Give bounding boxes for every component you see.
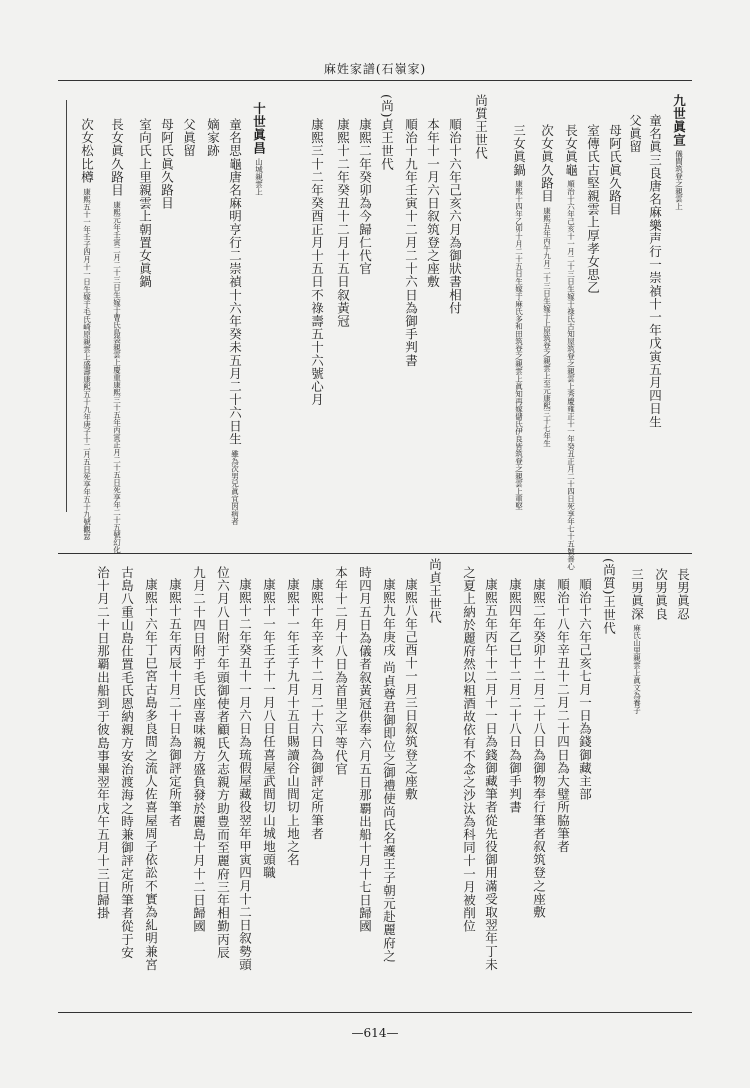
- text-column: 母阿氏眞久路目: [159, 118, 175, 210]
- text-column: 九月二十四日附于毛氏座喜味親方盛負發於麗島十月十二日歸國: [191, 566, 207, 933]
- generation-heading: 十世眞昌山城親雲上: [251, 102, 267, 196]
- text-column: 康熙十年辛亥十二月二十六日為御評定所筆者: [309, 578, 325, 840]
- text-column: 康熙十六年丁巳宮古島多良間之流人佐喜屋周子依訟不實為糺明兼宮: [143, 578, 159, 971]
- text-column: 次女松比樽康熙五十一年壬子四月十一日生嫁于毛氏崎原親雲上盛壽康熙五十九年庚子十二月五日死享年五十九號觀窓: [79, 118, 95, 540]
- page-number: —614—: [351, 1026, 399, 1040]
- text-column: 三男眞深麻氏山里親雲上眞文為養子: [629, 568, 645, 715]
- text-column: 康熙十二年癸丑十一月六日為琉假屋藏役翌年甲寅四月十二日叙勢頭: [237, 578, 253, 971]
- text-column: 康熙三十二年癸酉正月十五日不祿壽五十六號心月: [309, 118, 325, 407]
- text-column: 康熙二年癸卯十二月二十八日為御物奉行筆者叙筑登之座敷: [531, 578, 547, 919]
- text-column: 康熙二年癸卯為今歸仁代官: [357, 118, 373, 276]
- section-heading: (尚)貞王世代: [379, 94, 395, 171]
- text-column: 治十月二十日那覇出船到于彼島事畢翌年戊午五月十三日歸掛: [95, 566, 111, 920]
- section-heading: 尚貞王世代: [427, 558, 443, 624]
- text-column: 三女眞鍋康熙十四年乙卯十月二十五日生嫁于麻氏多和田筑登之親雲上眞知再嫁儲氏伊良皆筑登之親雲上重堅: [511, 124, 527, 511]
- text-column: 父眞留: [181, 118, 197, 158]
- text-column: 本年十二月十八日為首里之平等代官: [333, 566, 349, 776]
- text-column: 次女眞久路目康熙五年丙午九月二十三日生嫁于上原筑登之親雲上至元康熙三十七年生: [539, 124, 555, 447]
- text-column: 次男眞良: [653, 568, 669, 621]
- section-heading: (尚質)王世代: [601, 558, 617, 635]
- text-column: 康熙十一年壬子十一月八日任喜屋武間切山城地頭職: [261, 578, 277, 880]
- text-column: 康熙十二年癸丑十二月十五日叙黃冠: [335, 118, 351, 328]
- section-heading: 尚質王世代: [473, 94, 489, 160]
- text-column: 時四月五日為儀者叙黃冠供奉六月五日那覇出船十月十七日歸國: [357, 566, 373, 933]
- section-bracket-line: [66, 100, 67, 512]
- text-column: 長男眞忍: [675, 568, 691, 621]
- text-column: 順治十九年壬寅十二月二十六日為御手判書: [403, 118, 419, 367]
- text-column: 長女眞久路目康熙元年壬寅二月二十三日生嫁于曹氏島袋親雲上慶重康熙三十五年丙寅正月二十五日死享年二十五號幻化: [109, 118, 125, 554]
- text-column: 本年十一月六日叙筑登之座敷: [425, 118, 441, 289]
- text-column: 室向氏上里親雲上朝置女眞鍋: [137, 118, 153, 289]
- text-column: 康熙十一年壬子九月十五日賜讀谷山間切上地之名: [285, 578, 301, 867]
- text-column: 古島八重山島仕置毛氏恩納親方安治渡海之時兼御評定所筆者從于安: [119, 566, 135, 959]
- text-column: 康熙八年己酉十一月三日叙筑登之座敷: [403, 578, 419, 801]
- text-column: 室傳氏古堅親雲上厚孝女思乙: [585, 124, 601, 295]
- text-column: 父眞留: [627, 114, 643, 154]
- footer-rule: [58, 1012, 692, 1013]
- text-column: 之夏上納於麗府然以粗酒故依有不念之沙汰為科同十一月被削位: [461, 566, 477, 933]
- generation-heading: 九世眞宣儀間筑登之親雲上: [671, 94, 687, 211]
- section-divider-rule: [58, 553, 692, 554]
- text-column: 位六月八日附于年頭御使者顧氏久志親方助豊而至麗府三年相勤丙辰: [215, 566, 231, 959]
- text-column: 康熙九年庚戌 尚貞尊君御即位之御禮使尚氏名護王子朝元赴麗府之: [381, 578, 397, 963]
- text-column: 康熙十五年丙辰十月二十日為御評定所筆者: [167, 578, 183, 827]
- text-column: 長女眞龜順治十六年己亥十一月二十三日生嫁于祿氏古知屋筑登之親雲上秀慶雍正十一年癸丑正月二十四日死享年七十五號善心: [563, 124, 579, 571]
- text-column: 嫡家跡: [205, 118, 221, 158]
- text-column: 康熙五年丙午十二月十一日為錢御藏筆者從先役御用滿受取翌年丁未: [483, 578, 499, 971]
- text-column: 童名思龜唐名麻明亨行二崇禎十六年癸未五月二十六日生雖為次男兄眞宜因病者: [227, 118, 243, 525]
- header-rule: [58, 80, 692, 81]
- text-column: 母阿氏眞久路目: [607, 124, 623, 216]
- text-column: 康熙四年乙巳十二月二十八日為御手判書: [507, 578, 523, 814]
- text-column: 順治十八年辛丑十二月二十四日為大璧所脇筆者: [555, 578, 571, 854]
- text-column: 順治十六年己亥七月一日為錢御藏主部: [577, 578, 593, 801]
- text-column: 順治十六年己亥六月為御狀書相付: [447, 118, 463, 315]
- text-column: 童名眞三良唐名麻樂声行一崇禎十一年戊寅五月四日生: [647, 114, 663, 429]
- running-header: 麻姓家譜(石嶺家): [323, 62, 427, 76]
